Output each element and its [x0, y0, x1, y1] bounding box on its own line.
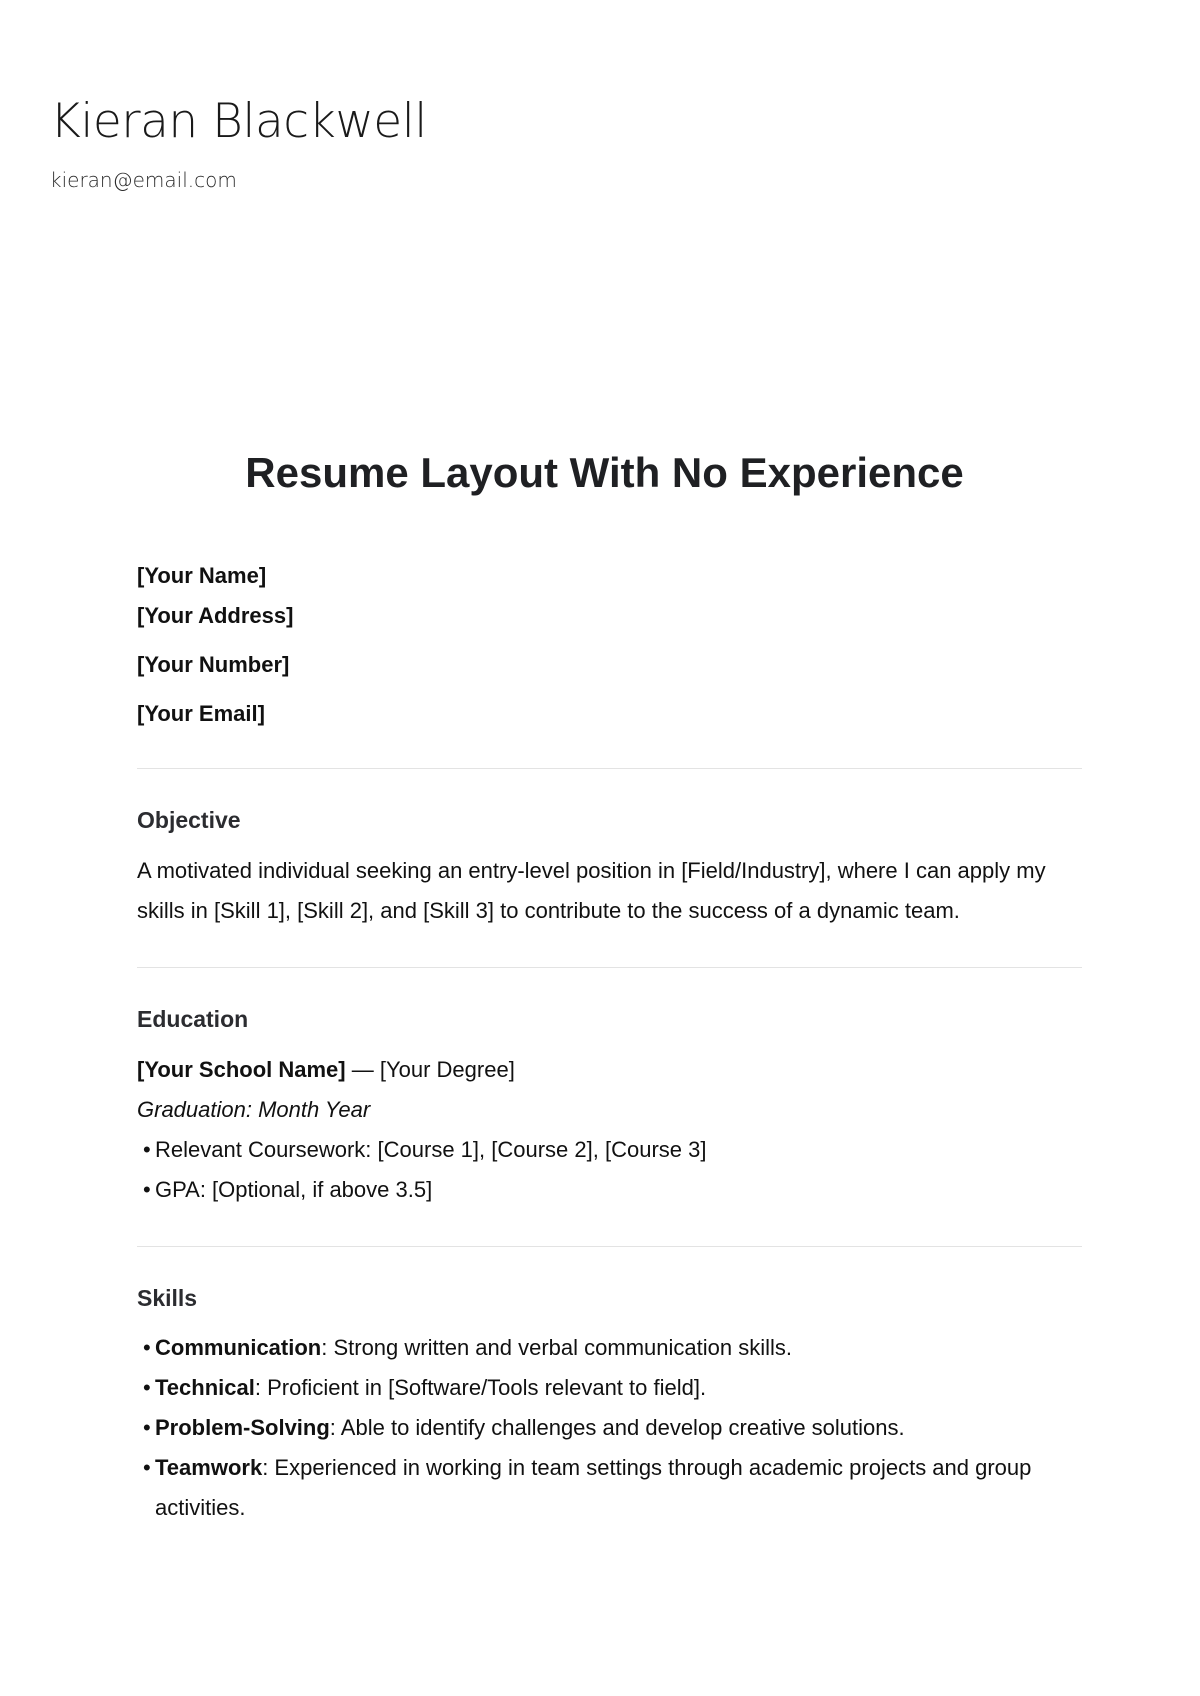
document-title: Resume Layout With No Experience: [245, 449, 964, 496]
degree: [Your Degree]: [379, 1056, 515, 1082]
skill-description: : Proficient in [Software/Tools relevant to field].: [254, 1375, 707, 1401]
contact-block: [137, 556, 1082, 734]
graduation-date: Graduation: Month Year: [137, 1096, 371, 1122]
school-degree-separator: —: [345, 1056, 380, 1082]
objective-heading: Objective: [137, 807, 241, 834]
contact-address: [Your Address]: [137, 603, 294, 629]
skills-heading: Skills: [137, 1284, 198, 1311]
bullet-icon: •: [143, 1136, 151, 1162]
skill-description: : Strong written and verbal communication skills.: [321, 1335, 792, 1361]
bullet-icon: •: [143, 1455, 151, 1481]
skills-list: [137, 1328, 1082, 1528]
resume-document: [137, 448, 1082, 1528]
list-item: [137, 1170, 1082, 1210]
skill-description: : Able to identify challenges and develop creative solutions.: [329, 1415, 905, 1441]
education-section: [137, 968, 1082, 1210]
contact-email: [Your Email]: [137, 701, 265, 727]
objective-section: [137, 769, 1082, 931]
education-content: [137, 1050, 1082, 1210]
contact-number: [Your Number]: [137, 652, 290, 678]
author-email: kieran@email.com: [50, 167, 237, 192]
bullet-icon: •: [143, 1176, 151, 1202]
bullet-icon: •: [143, 1415, 151, 1441]
bullet-icon: •: [143, 1335, 151, 1361]
skill-term: Problem-Solving: [155, 1415, 330, 1441]
list-item: [137, 1130, 1082, 1170]
skill-description: : Experienced in working in team settings through academic projects and group activities.: [155, 1455, 1032, 1521]
bullet-icon: •: [143, 1375, 151, 1401]
education-list: [137, 1130, 1082, 1210]
education-heading: Education: [137, 1005, 249, 1032]
list-item-text: GPA: [Optional, if above 3.5]: [155, 1176, 433, 1202]
page-header: [50, 96, 427, 192]
education-school-line: [137, 1050, 1082, 1090]
author-name: Kieran Blackwell: [50, 94, 427, 149]
list-item: [137, 1408, 1082, 1448]
skill-term: Technical: [155, 1375, 255, 1401]
contact-name: [Your Name]: [137, 563, 267, 589]
list-item: [137, 1368, 1082, 1408]
list-item: [137, 1328, 1082, 1368]
objective-text: A motivated individual seeking an entry-level position in [Field/Industry], where I can apply my skills in [Skill 1], [Skill 2], and [Skill 3] to contribute to the success of a dynamic team.: [137, 857, 1046, 923]
school-name: [Your School Name]: [137, 1056, 346, 1082]
skill-term: Communication: [155, 1335, 322, 1361]
skill-term: Teamwork: [155, 1455, 263, 1481]
list-item: [137, 1448, 1082, 1528]
skills-section: [137, 1247, 1082, 1529]
list-item-text: Relevant Coursework: [Course 1], [Course 2], [Course 3]: [155, 1136, 707, 1162]
